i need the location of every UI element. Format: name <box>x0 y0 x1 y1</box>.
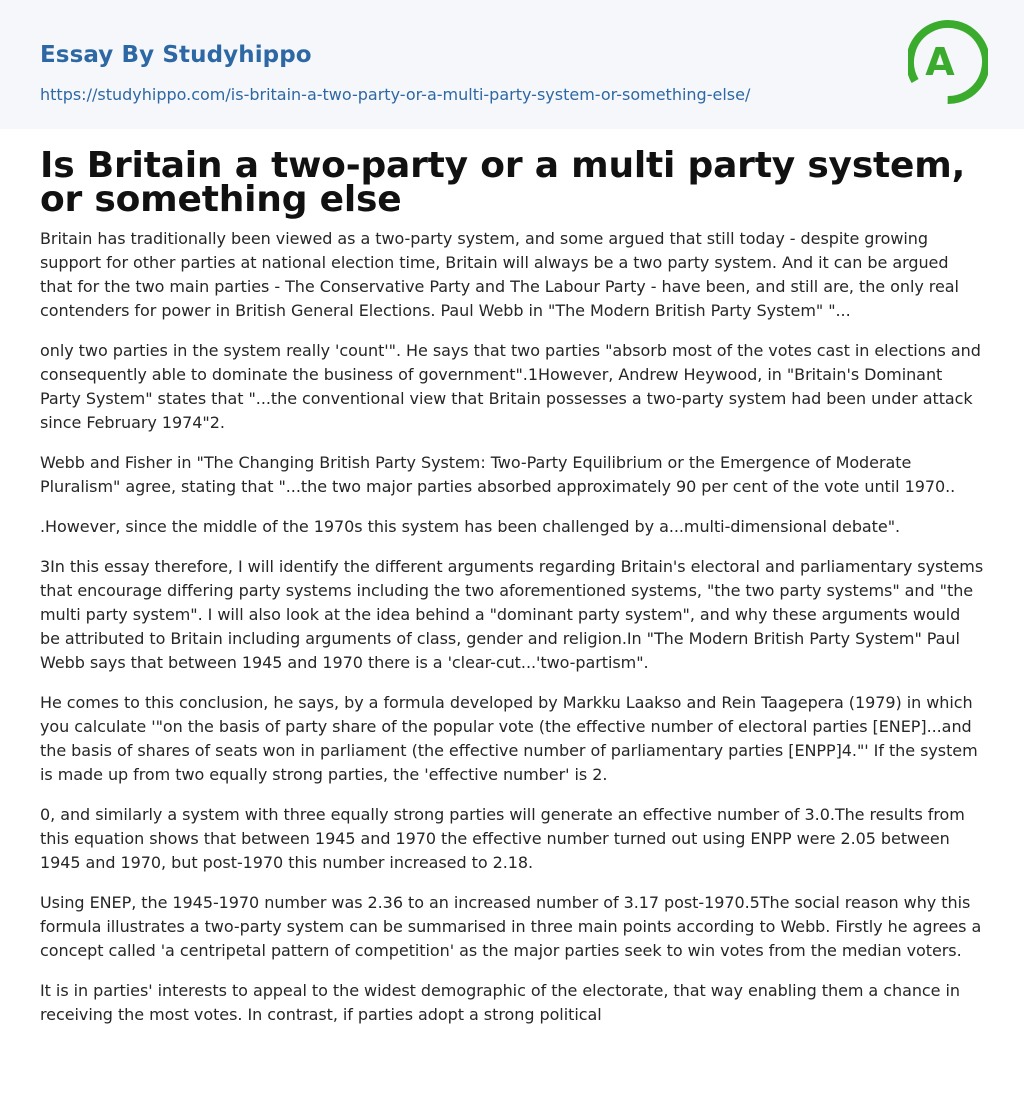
paragraph: It is in parties' interests to appeal to the widest demographic of the electorate, that way enabling them a chance in receiving the most votes. In contrast, if parties adopt a strong political <box>40 981 960 1024</box>
essay-url-link[interactable]: https://studyhippo.com/is-britain-a-two-party-or-a-multi-party-system-or-something-else/ <box>40 85 751 104</box>
paragraph: .However, since the middle of the 1970s this system has been challenged by a...multi-dimensional debate". <box>40 517 901 536</box>
logo-letter: A <box>925 40 955 84</box>
brand-title[interactable]: Essay By Studyhippo <box>40 42 312 68</box>
paragraph: 3In this essay therefore, I will identify the different arguments regarding Britain's electoral and parliamentary systems that encourage differing party systems including the two aforementioned systems, "the two party systems" and "the multi party system". I will also look at the idea behind a "dominant party system", and why these arguments would be attributed to Britain including arguments of class, gender and religion.In "The Modern British Party System" Paul Webb says that between 1945 and 1970 there is a 'clear-cut...'two-partism". <box>40 557 984 672</box>
paragraph: Britain has traditionally been viewed as a two-party system, and some argued that still today - despite growing support for other parties at national election time, Britain will always be a two party system. And it can be argued that for the two main parties - The Conservative Party and The Labour Party - have been, and still are, the only real contenders for power in British General Elections. Paul Webb in "The Modern British Party System" "... <box>40 229 959 320</box>
paragraph: Webb and Fisher in "The Changing British Party System: Two-Party Equilibrium or the Emergence of Moderate Pluralism" agree, stating that "...the two major parties absorbed approximately 90 per cent of the vote until 1970.. <box>40 453 956 496</box>
site-header <box>0 0 1024 129</box>
paragraph: only two parties in the system really 'count'". He says that two parties "absorb most of the votes cast in elections and consequently able to dominate the business of government".1However, Andrew Heywood, in "Britain's Dominant Party System" states that "...the conventional view that Britain possesses a two-party system had been under attack since February 1974"2. <box>40 341 981 432</box>
paragraph: Using ENEP, the 1945-1970 number was 2.36 to an increased number of 3.17 post-1970.5The social reason why this formula illustrates a two-party system can be summarised in three main points according to Webb. Firstly he agrees a concept called 'a centripetal pattern of competition' as the major parties seek to win votes from the median voters. <box>40 893 982 960</box>
studyhippo-logo-icon[interactable] <box>908 17 988 107</box>
paragraph: 0, and similarly a system with three equally strong parties will generate an effective number of 3.0.The results from this equation shows that between 1945 and 1970 the effective number turned out using ENPP were 2.05 between 1945 and 1970, but post-1970 this number increased to 2.18. <box>40 805 965 872</box>
paragraph: He comes to this conclusion, he says, by a formula developed by Markku Laakso and Rein Taagepera (1979) in which you calculate '"on the basis of party share of the popular vote (the effective number of electoral parties [ENEP]...and the basis of shares of seats won in parliament (the effective number of parliamentary parties [ENPP]4."' If the system is made up from two equally strong parties, the 'effective number' is 2. <box>40 693 978 784</box>
article <box>0 145 1024 1027</box>
page-title: Is Britain a two-party or a multi party system, or something else <box>40 145 966 220</box>
